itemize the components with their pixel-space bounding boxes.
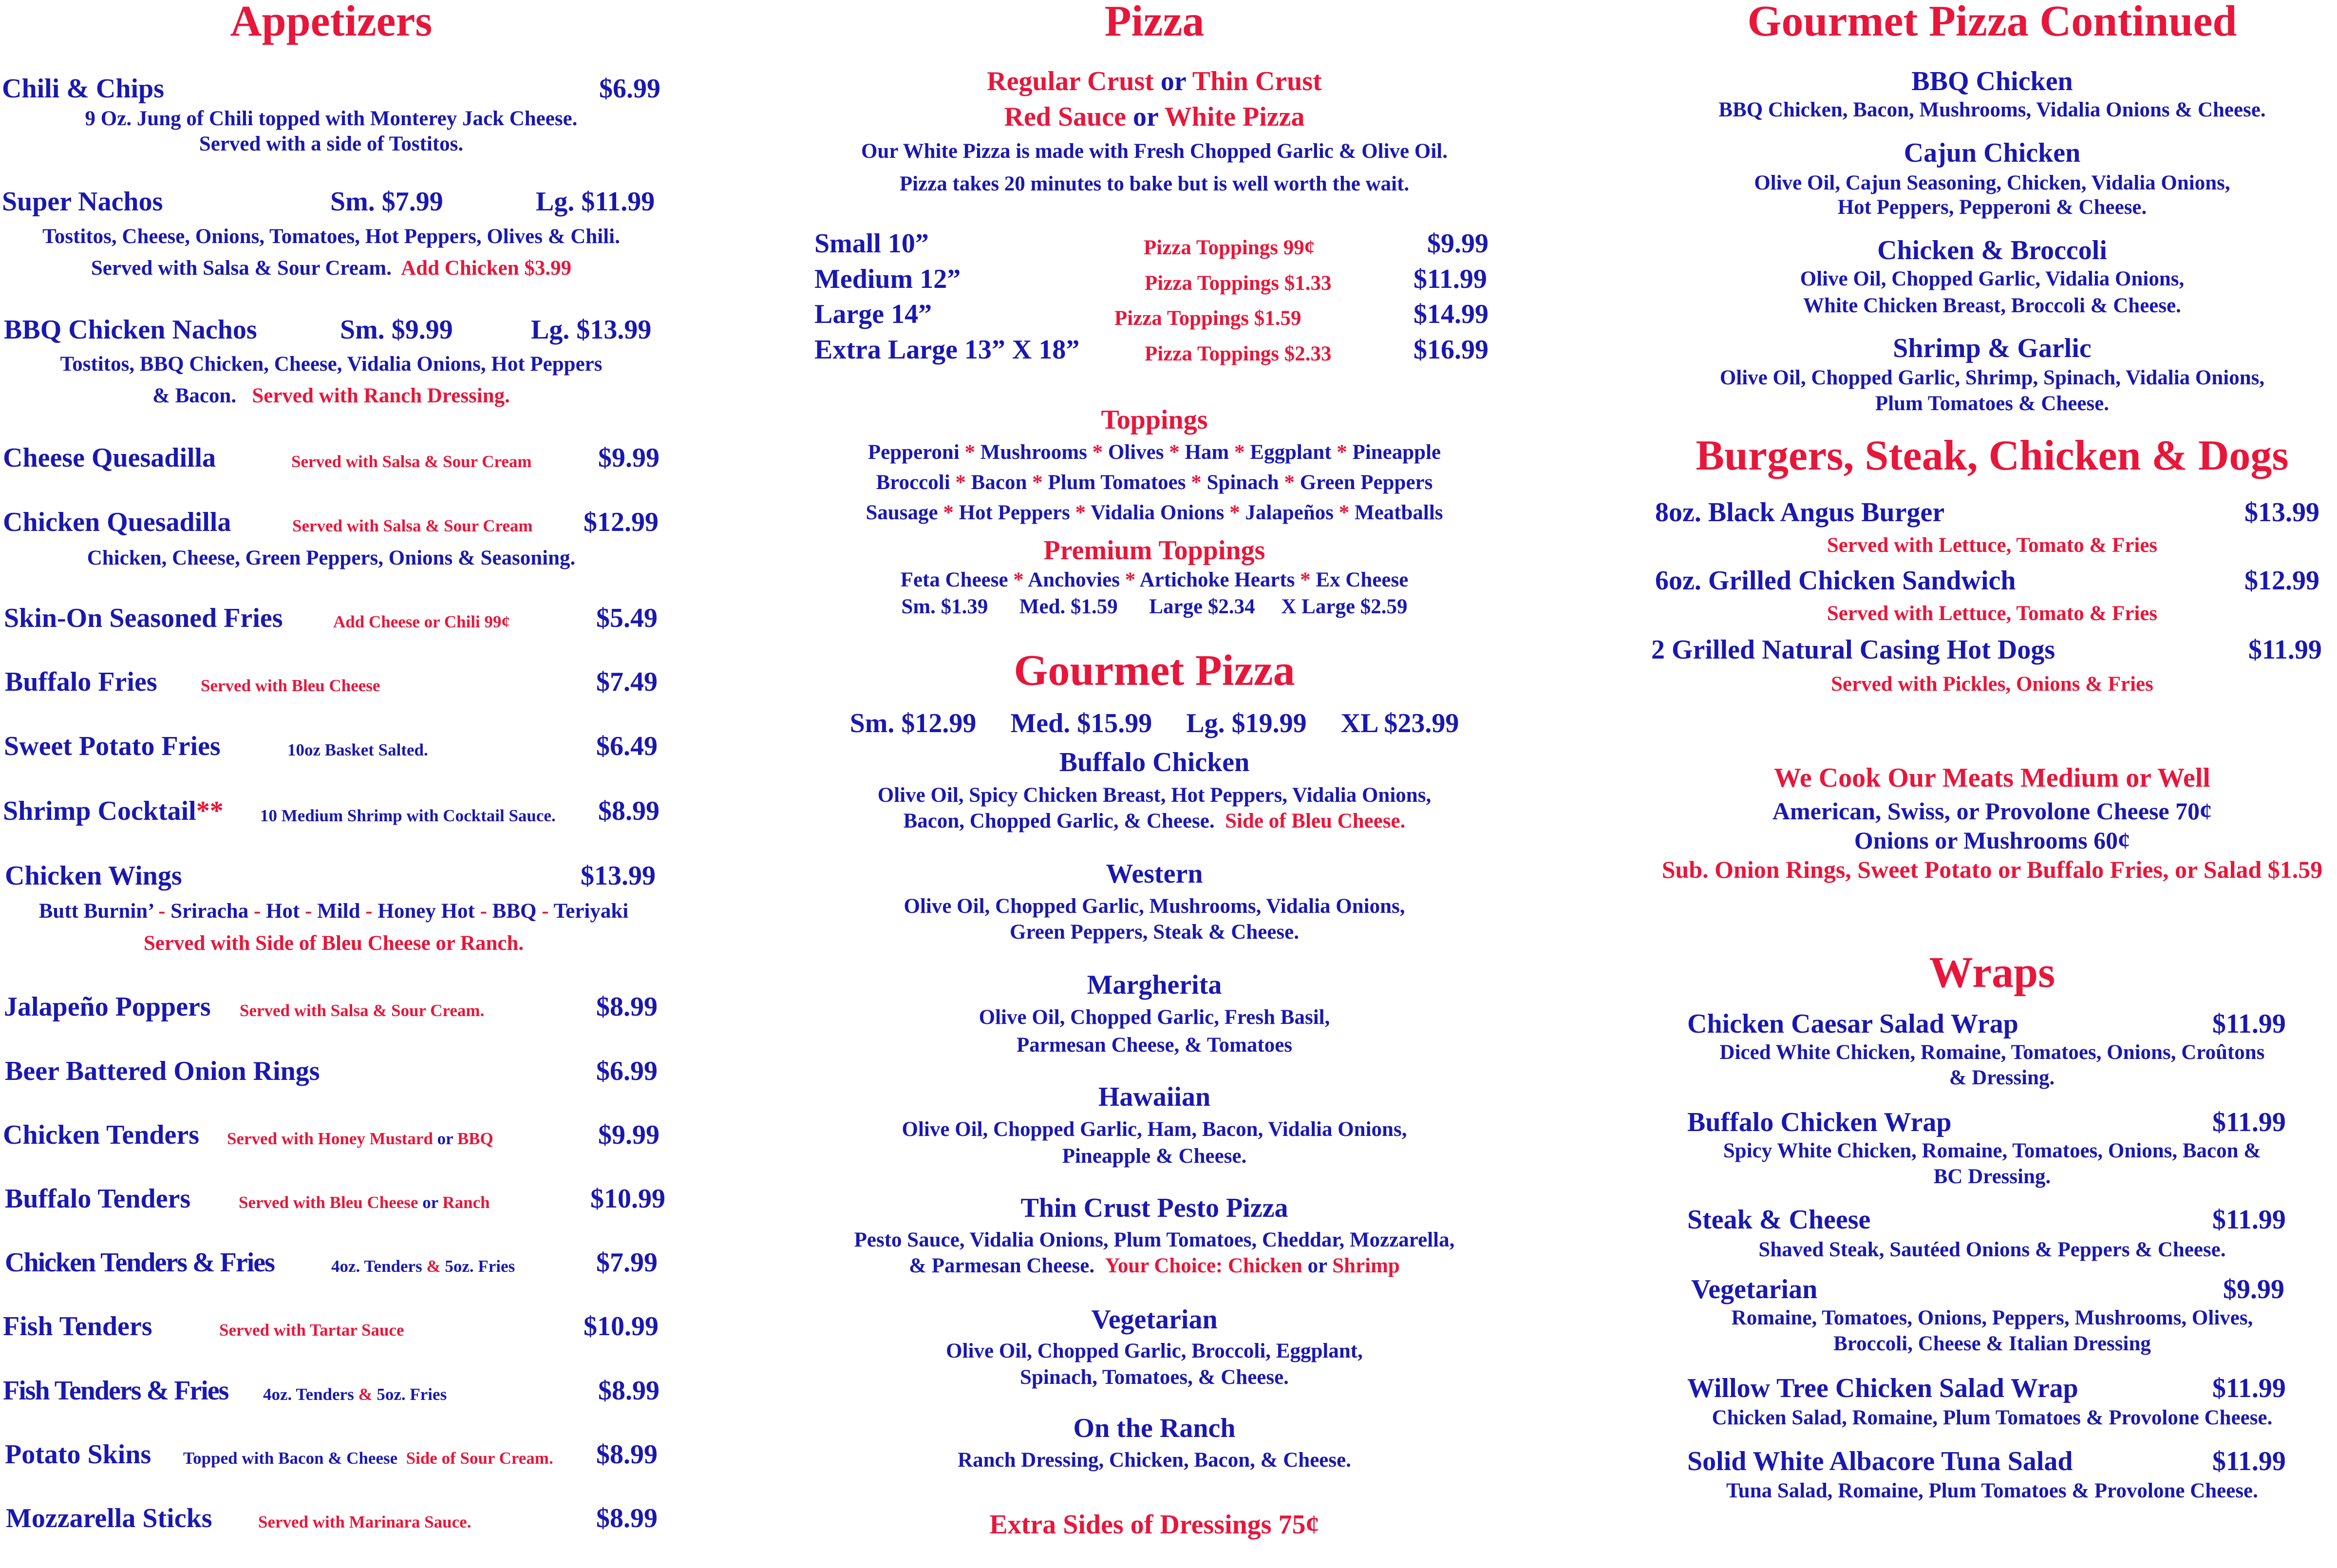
item-desc [0, 256, 662, 281]
item-price: $11.99 [2212, 1373, 2286, 1403]
note-amp: & [358, 1385, 373, 1404]
note-or: or [433, 1129, 457, 1148]
item-price: $13.99 [581, 861, 656, 891]
note-b: 5oz. Fries [372, 1385, 447, 1404]
sauce-options [779, 101, 1529, 132]
item-name: Chicken Wings [5, 861, 182, 891]
cook-temperature: We Cook Our Meats Medium or Well [1774, 763, 2210, 793]
separator: - [300, 900, 318, 923]
item-addon: Add Chicken $3.99 [401, 257, 572, 280]
item-name: Potato Skins [5, 1439, 151, 1470]
item-price: $12.99 [2244, 566, 2319, 596]
flavor: BBQ [492, 900, 537, 923]
item-name: Chicken Quesadilla [3, 507, 231, 537]
item-desc: Ranch Dressing, Chicken, Bacon, & Cheese. [958, 1449, 1351, 1472]
item-name: Buffalo Tenders [5, 1184, 191, 1214]
item-name: Sweet Potato Fries [4, 731, 221, 761]
crust-regular: Regular Crust [987, 66, 1154, 96]
extra-sides-dressing: Extra Sides of Dressings 75¢ [989, 1510, 1319, 1540]
side-substitution: Sub. Onion Rings, Sweet Potato or Buffalo Fries, or Salad $1.59 [1661, 856, 2323, 883]
premium-topping: Ex Cheese [1316, 568, 1409, 591]
topping-price: Pizza Toppings $1.33 [1145, 272, 1332, 295]
item-price: $8.99 [598, 1376, 660, 1406]
item-name: Shrimp Cocktail [3, 796, 196, 826]
item-name-wrap [3, 795, 224, 827]
item-note [239, 1193, 490, 1212]
item-price: $8.99 [596, 1503, 658, 1533]
star-sep: * [1008, 568, 1028, 591]
sauce-red: Red Sauce [1004, 102, 1126, 132]
item-desc: Olive Oil, Spicy Chicken Breast, Hot Peppers, Vidalia Onions, [877, 784, 1432, 807]
item-price-large: Lg. $11.99 [536, 187, 655, 217]
toppings-title: Toppings [1101, 405, 1208, 435]
item-name: Skin-On Seasoned Fries [4, 603, 283, 633]
item-name: Jalapeño Poppers [4, 992, 211, 1022]
item-desc: Parmesan Cheese, & Tomatoes [1016, 1034, 1293, 1057]
premium-topping: Anchovies [1028, 568, 1120, 591]
item-price: $11.99 [2212, 1205, 2286, 1235]
item-desc: Pesto Sauce, Vidalia Onions, Plum Tomatoes, Cheddar, Mozzarella, [854, 1228, 1455, 1251]
item-desc: Hot Peppers, Pepperoni & Cheese. [1837, 196, 2147, 219]
gourmet-pizza-title: Gourmet Pizza [1014, 646, 1295, 695]
item-name: Margherita [1087, 970, 1222, 1000]
item-name: Chicken & Broccoli [1877, 235, 2107, 265]
topping: Jalapeños [1245, 501, 1334, 524]
item-name: Willow Tree Chicken Salad Wrap [1687, 1373, 2078, 1403]
item-desc: Olive Oil, Chopped Garlic, Broccoli, Eggplant, [946, 1340, 1363, 1362]
item-desc: Chicken Salad, Romaine, Plum Tomatoes & Provolone Cheese. [1712, 1406, 2273, 1429]
toppings-row [779, 470, 1529, 495]
flavor: Hot [266, 900, 300, 923]
item-price: $9.99 [2223, 1274, 2284, 1304]
item-price: $10.99 [584, 1311, 659, 1341]
star-sep: * [1087, 441, 1108, 464]
topping: Vidalia Onions [1090, 501, 1225, 524]
note-b: 5oz. Fries [440, 1257, 515, 1276]
item-desc-text: & Parmesan Cheese. [909, 1254, 1095, 1277]
item-desc-text: Served with Salsa & Sour Cream. [91, 257, 392, 280]
star-sep: * [1279, 471, 1300, 494]
crust-options [779, 66, 1529, 97]
note-b: Ranch [442, 1193, 490, 1212]
item-price: $12.99 [584, 507, 659, 537]
flavor: Honey Hot [377, 900, 475, 923]
item-name: Chili & Chips [2, 74, 164, 104]
topping: Mushrooms [980, 441, 1087, 464]
toppings-row [779, 500, 1529, 526]
item-desc [779, 1253, 1529, 1279]
topping: Broccoli [876, 471, 950, 494]
size-label: Medium 12” [814, 264, 961, 294]
item-price: $7.49 [596, 667, 658, 697]
item-desc: Broccoli, Cheese & Italian Dressing [1833, 1332, 2151, 1355]
item-name: Chicken Tenders [3, 1120, 199, 1150]
item-desc: Pineapple & Cheese. [1062, 1145, 1247, 1168]
star-sep: * [1229, 441, 1250, 464]
item-price: $10.99 [590, 1184, 665, 1214]
item-price-small: Sm. $7.99 [330, 187, 443, 217]
item-price: $6.49 [596, 731, 658, 761]
topping: Olives [1108, 441, 1164, 464]
item-name: Fish Tenders [3, 1311, 152, 1341]
item-desc: Olive Oil, Chopped Garlic, Fresh Basil, [979, 1006, 1330, 1029]
topping-price: Pizza Toppings 99¢ [1144, 236, 1315, 259]
topping: Ham [1185, 441, 1229, 464]
gourmet-prices: Sm. $12.99 Med. $15.99 Lg. $19.99 XL $23.99 [849, 708, 1459, 738]
item-note: Served with Marinara Sauce. [258, 1512, 471, 1531]
item-desc: Olive Oil, Chopped Garlic, Vidalia Onions, [1800, 267, 2185, 290]
item-name: Vegetarian [1691, 1274, 1818, 1304]
item-desc: & Dressing. [1949, 1066, 2055, 1089]
star-sep: * [1164, 441, 1185, 464]
star-sep: * [1027, 471, 1048, 494]
crust-thin: Thin Crust [1192, 66, 1322, 96]
item-price: $9.99 [598, 1120, 660, 1150]
item-note: Served with Salsa & Sour Cream [292, 516, 533, 535]
item-note: Served with Lettuce, Tomato & Fries [1827, 602, 2158, 625]
item-desc-text: & Bacon. [152, 384, 237, 407]
item-desc: BC Dressing. [1933, 1165, 2051, 1188]
item-name: 2 Grilled Natural Casing Hot Dogs [1651, 635, 2055, 665]
note-a: 4oz. Tenders [263, 1385, 358, 1404]
item-name: Vegetarian [1091, 1304, 1218, 1335]
item-name: Buffalo Fries [5, 667, 157, 697]
star-sep: * [938, 501, 959, 524]
or-text: or [1302, 1254, 1333, 1277]
topping: Green Peppers [1300, 471, 1433, 494]
item-desc: Plum Tomatoes & Cheese. [1875, 392, 2110, 415]
separator: - [153, 900, 171, 923]
note-amp: & [426, 1257, 441, 1276]
item-desc: Tuna Salad, Romaine, Plum Tomatoes & Provolone Cheese. [1726, 1479, 2258, 1502]
item-note: Served with Salsa & Sour Cream [291, 452, 532, 471]
onions-addon: Onions or Mushrooms 60¢ [1854, 827, 2130, 854]
note-or: or [418, 1193, 443, 1212]
item-desc: Green Peppers, Steak & Cheese. [1010, 921, 1299, 944]
item-note: Served with Side of Bleu Cheese or Ranch. [143, 932, 524, 955]
topping: Sausage [866, 501, 938, 524]
white-pizza-desc: Our White Pizza is made with Fresh Chopped Garlic & Olive Oil. [861, 140, 1448, 163]
burgers-title: Burgers, Steak, Chicken & Dogs [1696, 432, 2289, 479]
item-name: Thin Crust Pesto Pizza [1020, 1193, 1288, 1223]
item-desc: Shaved Steak, Sautéed Onions & Peppers & Cheese. [1758, 1238, 2226, 1261]
flavor: Teriyaki [553, 900, 629, 923]
size-price: $9.99 [1427, 228, 1489, 259]
cheese-addon: American, Swiss, or Provolone Cheese 70¢ [1772, 797, 2212, 825]
item-note: Served with Pickles, Onions & Fries [1831, 673, 2153, 696]
item-desc: Olive Oil, Chopped Garlic, Shrimp, Spinach, Vidalia Onions, [1719, 366, 2265, 389]
item-price: $9.99 [598, 443, 660, 473]
item-price: $13.99 [2244, 497, 2319, 528]
item-price-small: Sm. $9.99 [340, 315, 453, 345]
flavor: Mild [317, 900, 360, 923]
item-name: Chicken Caesar Salad Wrap [1687, 1009, 2018, 1039]
item-desc: Olive Oil, Cajun Seasoning, Chicken, Vidalia Onions, [1754, 171, 2230, 194]
star-sep: * [1224, 501, 1245, 524]
item-price: $11.99 [2248, 635, 2322, 665]
item-note: Served with Tartar Sauce [219, 1321, 404, 1340]
star-sep: * [950, 471, 971, 494]
item-price: $8.99 [596, 1439, 658, 1470]
item-note: Served with Lettuce, Tomato & Fries [1827, 534, 2158, 557]
item-name: Steak & Cheese [1687, 1205, 1871, 1235]
item-stars: ** [196, 796, 224, 826]
item-note: Add Cheese or Chili 99¢ [333, 612, 510, 631]
premium-topping: Feta Cheese [900, 568, 1008, 591]
item-note: Served with Bleu Cheese [201, 676, 380, 695]
item-note [227, 1129, 493, 1149]
item-price: $6.99 [599, 74, 660, 104]
topping: Plum Tomatoes [1048, 471, 1186, 494]
premium-prices: Sm. $1.39 Med. $1.59 Large $2.34 X Large $2.59 [901, 595, 1408, 618]
note-a: 4oz. Tenders [331, 1257, 427, 1276]
toppings-row [779, 440, 1529, 465]
item-name: Mozzarella Sticks [6, 1503, 212, 1533]
item-note: 10 Medium Shrimp with Cocktail Sauce. [260, 806, 556, 825]
pizza-title: Pizza [1104, 0, 1205, 45]
item-name: Western [1106, 859, 1203, 889]
topping-price: Pizza Toppings $1.59 [1114, 307, 1301, 330]
topping-price: Pizza Toppings $2.33 [1145, 342, 1332, 365]
note-a: Served with Honey Mustard [227, 1129, 433, 1148]
separator: - [360, 900, 378, 923]
star-sep: * [1333, 501, 1355, 524]
note-b: Side of Sour Cream. [406, 1449, 553, 1468]
gourmet-continued-title: Gourmet Pizza Continued [1747, 0, 2237, 45]
item-desc: Spicy White Chicken, Romaine, Tomatoes, Onions, Bacon & [1723, 1139, 2262, 1162]
item-desc-text: Bacon, Chopped Garlic, & Cheese. [903, 810, 1215, 832]
star-sep: * [1070, 501, 1091, 524]
flavor: Butt Burnin’ [38, 900, 153, 923]
item-price: $11.99 [2212, 1446, 2286, 1476]
item-note [263, 1385, 447, 1404]
size-label: Large 14” [814, 299, 932, 329]
item-name: 6oz. Grilled Chicken Sandwich [1655, 566, 2016, 596]
topping: Spinach [1206, 471, 1279, 494]
item-desc: 9 Oz. Jung of Chili topped with Monterey Jack Cheese. [85, 107, 578, 130]
topping: Hot Peppers [959, 501, 1070, 524]
separator: - [248, 900, 266, 923]
premium-topping: Artichoke Hearts [1139, 568, 1295, 591]
item-desc: Romaine, Tomatoes, Onions, Peppers, Mushrooms, Olives, [1731, 1306, 2253, 1329]
star-sep: * [1119, 568, 1140, 591]
star-sep: * [1331, 441, 1353, 464]
item-price: $8.99 [598, 796, 660, 826]
item-name: Chicken Tenders & Fries [5, 1247, 274, 1278]
premium-toppings-row [779, 567, 1529, 593]
size-price: $16.99 [1414, 335, 1489, 365]
item-desc: Chicken, Cheese, Green Peppers, Onions & Seasoning. [87, 547, 576, 569]
item-name: Hawaiian [1098, 1082, 1211, 1112]
item-desc: Tostitos, Cheese, Onions, Tomatoes, Hot Peppers, Olives & Chili. [42, 225, 620, 248]
star-sep: * [959, 441, 980, 464]
size-price: $11.99 [1414, 264, 1487, 294]
star-sep: * [1186, 471, 1207, 494]
item-name: Super Nachos [2, 187, 163, 217]
wraps-title: Wraps [1929, 948, 2055, 997]
size-label: Extra Large 13” X 18” [814, 335, 1080, 365]
item-name: On the Ranch [1073, 1413, 1236, 1443]
item-note [183, 1449, 553, 1468]
item-desc: Tostitos, BBQ Chicken, Cheese, Vidalia Onions, Hot Peppers [60, 353, 603, 376]
separator: - [536, 900, 554, 923]
item-price: $6.99 [596, 1056, 658, 1086]
topping: Eggplant [1250, 441, 1332, 464]
item-note [331, 1257, 515, 1276]
note-b: BBQ [457, 1129, 493, 1148]
item-name: Cheese Quesadilla [3, 443, 216, 473]
item-desc: BBQ Chicken, Bacon, Mushrooms, Vidalia Onions & Cheese. [1718, 98, 2266, 121]
size-label: Small 10” [814, 228, 929, 259]
item-desc: Diced White Chicken, Romaine, Tomatoes, Onions, Croûtons [1719, 1041, 2265, 1064]
item-desc: Olive Oil, Chopped Garlic, Mushrooms, Vidalia Onions, [904, 895, 1405, 918]
item-desc: Olive Oil, Chopped Garlic, Ham, Bacon, Vidalia Onions, [902, 1118, 1407, 1141]
item-name: Fish Tenders & Fries [3, 1376, 228, 1406]
note-a: Served with Bleu Cheese [239, 1193, 418, 1212]
item-name: Buffalo Chicken Wrap [1687, 1107, 1952, 1137]
sauce-white: White Pizza [1164, 102, 1305, 132]
appetizers-title: Appetizers [230, 0, 433, 45]
bake-time-desc: Pizza takes 20 minutes to bake but is well worth the wait. [899, 172, 1410, 195]
note-a: Topped with Bacon & Cheese [183, 1449, 398, 1468]
item-price: $7.99 [596, 1247, 658, 1278]
premium-toppings-title: Premium Toppings [1043, 535, 1265, 566]
star-sep: * [1295, 568, 1316, 591]
item-desc: Spinach, Tomatoes, & Cheese. [1020, 1366, 1289, 1389]
size-price: $14.99 [1414, 299, 1489, 329]
item-name: Cajun Chicken [1904, 138, 2081, 168]
item-name: Solid White Albacore Tuna Salad [1687, 1446, 2073, 1476]
choice-shrimp: Shrimp [1332, 1254, 1400, 1277]
item-price: $8.99 [596, 992, 658, 1022]
item-desc [0, 383, 662, 409]
item-price-large: Lg. $13.99 [531, 315, 652, 345]
item-name: Shrimp & Garlic [1893, 333, 2092, 363]
topping: Meatballs [1354, 501, 1443, 524]
item-note: Side of Bleu Cheese. [1225, 810, 1406, 832]
topping: Pineapple [1352, 441, 1441, 464]
item-desc: Served with a side of Tostitos. [199, 132, 464, 155]
item-note: Served with Ranch Dressing. [252, 384, 510, 407]
item-desc: White Chicken Breast, Broccoli & Cheese. [1803, 294, 2181, 317]
choice-label: Your Choice: Chicken [1105, 1254, 1302, 1277]
item-note: Served with Salsa & Sour Cream. [240, 1001, 485, 1020]
item-note: 10oz Basket Salted. [287, 740, 428, 759]
item-name: BBQ Chicken [1911, 66, 2073, 96]
item-price: $11.99 [2212, 1009, 2286, 1039]
item-desc [779, 809, 1529, 834]
or-text: or [1153, 66, 1192, 96]
item-name: 8oz. Black Angus Burger [1655, 497, 1945, 528]
topping: Pepperoni [867, 441, 960, 464]
item-price: $5.49 [596, 603, 658, 633]
item-name: Beer Battered Onion Rings [5, 1056, 320, 1086]
item-name: Buffalo Chicken [1059, 747, 1250, 777]
wing-flavors [0, 899, 667, 924]
item-price: $11.99 [2212, 1107, 2286, 1137]
separator: - [474, 900, 492, 923]
flavor: Sriracha [170, 900, 249, 923]
topping: Bacon [971, 471, 1027, 494]
or-text: or [1126, 102, 1165, 132]
item-name: BBQ Chicken Nachos [4, 315, 257, 345]
